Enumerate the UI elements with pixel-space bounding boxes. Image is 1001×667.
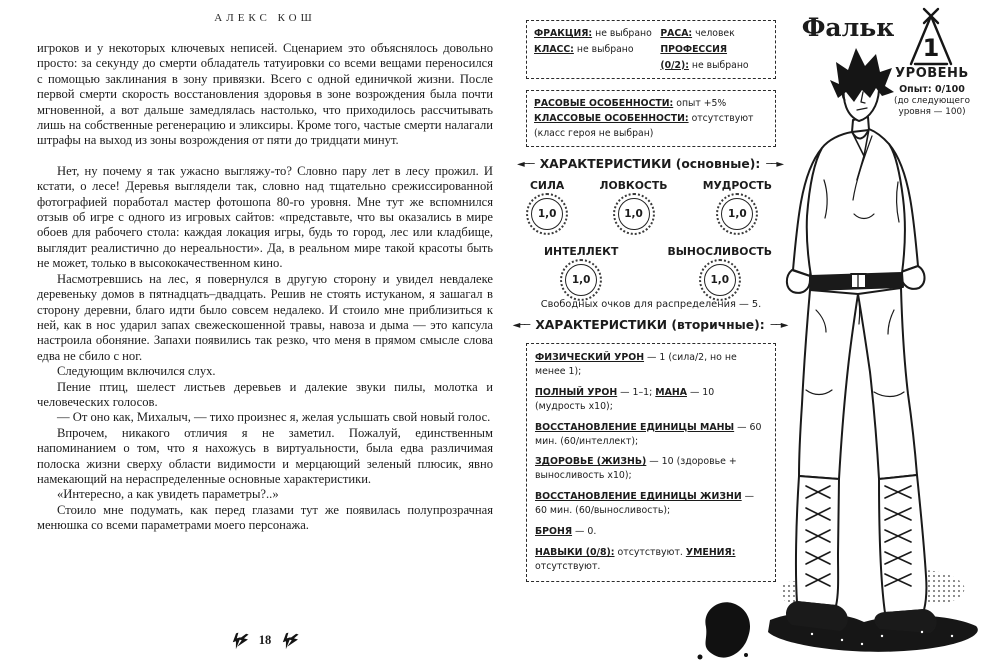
secondary-stat-label: УМЕНИЯ: [685,546,736,558]
class-features-row [534,111,768,141]
primary-stats-row-1 [530,179,772,230]
secondary-stat-health [535,455,767,483]
body-paragraph: «Интересно, а как увидеть параметры?..» [57,487,279,502]
secondary-stat-value: — 0. [572,526,597,538]
secondary-stat-value: — 60 мин. (60/интеллект); [535,421,762,447]
page-footer [37,632,493,649]
secondary-stats-box [526,343,776,582]
race-value: человек [695,28,735,39]
secondary-stat-label: БРОНЯ [535,526,573,538]
body-paragraph: Следующим включился слух. [57,364,216,379]
stat-value-circle: 1,0 [565,264,597,296]
secondary-stat-mana-regen [535,421,767,449]
stat-intellect [544,245,618,296]
stat-value-circle: 1,0 [618,198,650,230]
stat-value-circle: 1,0 [721,198,753,230]
tent-level-icon [906,6,956,66]
secondary-stats-title: ХАРАКТЕРИСТИКИ (вторичные): [535,318,765,332]
primary-stats-title: ХАРАКТЕРИСТИКИ (основные): [539,157,761,171]
experience-note-line: уровня — 100) [898,107,966,117]
secondary-stat-label: ВОССТАНОВЛЕНИЕ ЕДИНИЦЫ ЖИЗНИ [535,491,742,503]
stat-label: ИНТЕЛЛЕКТ [544,245,619,258]
stat-label: ВЫНОСЛИВОСТЬ [667,245,772,258]
secondary-stat-health-regen [535,490,767,518]
secondary-stat-full-damage [535,386,767,414]
secondary-stat-armor [535,525,767,539]
info-row [534,42,768,74]
class-label: КЛАСС: [534,43,574,55]
body-paragraph: Насмотревшись на лес, я повернулся в другую сторону и увидел невдалеке деревеньку домов в пятнадцать–двадцать. Решив не стоять истуканом, я зашагал в сторону деревни, благо идти было совсем недалеко. И стоило мне приблизиться к ней, как в нос ударил запах свежескошенной травы, навоза и дыма — это капсула настроила обоняние. Запахи появились так резко, что меня в прямом смысле слова едва не сбило с ног. [37,271,493,363]
race-label: РАСА: [660,28,693,39]
body-paragraph: Нет, ну почему я так ужасно выгляжу-то? Словно пару лет в лесу прожил. И кстати, о лесе! Деревья выглядели так, словно над тщательно срежиссированной фотографией поработал мастер фотошопа 80-го уровня. Мне тут же вспомнился отзыв об игре с одного из игровых сайтов: «представьте, что вы оказались в мире обоев для рабочего стола: каждая локация игры, будь то город, лес или кладбище, выглядит реалистично до нереальности». Да, в реальном мире такой красоты быть не может, только в высококачественном кино. [37,163,493,271]
body-paragraph: Впрочем, никакого отличия я не заметил. Пожалуй, единственным напоминанием о том, что я нахожусь в виртуальности, была едва различимая полоска жизни сверху области видимости и мерцающий зеленый плюсик, явно намекающий на нераспределенные основные характеристики. [37,425,493,486]
body-paragraph: Стоило мне подумать, как перед глазами тут же появилась полупрозрачная менюшка со всеми параметрами моего персонажа. [37,502,493,533]
profession-field [660,42,768,74]
stat-strength [530,179,564,230]
body-paragraph: игроков и у некоторых ключевых неписей. Сценарием это объяснялось довольно просто: за секунду до смерти обладатель татуировки со всеми вещами переносился с помощью заклинания в зону привязки. Всего с одной единичкой жизни. После первой смерти скорость восстановления здоровья в зоне возрождения была почти мгновенной, а вот дальше замедлялась настолько, что приходилось рассчитывать лишь на собственные регенерацию и эликсиры. Кроме того, частые смерти налагали штрафы на выход из зоны возрождения от пяти до тридцати минут. [37,41,493,148]
secondary-stat-value: — 10 (здоровье + выносливость х10); [535,456,737,482]
secondary-stat-physical-damage [535,351,767,379]
character-sheet-page [500,0,1001,667]
page-number: 18 [258,633,272,647]
secondary-stat-label: ПОЛНЫЙ УРОН [535,386,618,398]
stat-label: ЛОВКОСТЬ [599,179,668,192]
arrow-right-decoration: ──► [770,319,788,331]
secondary-stat-label: НАВЫКИ (0/8): [535,546,615,558]
primary-stats-row-2 [544,245,772,296]
body-paragraph: Пение птиц, шелест листьев деревьев и далекие звуки пилы, молотка и человеческих голосов. [37,379,493,409]
racial-features-value: опыт +5% [676,98,727,109]
racial-features-label: РАСОВЫЕ ОСОБЕННОСТИ: [534,98,674,109]
secondary-stat-label: ЗДОРОВЬЕ (ЖИЗНЬ) [535,456,647,468]
lightning-icon [280,632,300,649]
secondary-stat-label: МАНА [655,386,687,398]
racial-features-row [534,96,768,111]
secondary-stat-value: — 10 (мудрость х10); [535,386,715,412]
character-illustration [752,24,1001,664]
profession-label: ПРОФЕССИЯ (0/2): [660,43,728,71]
class-field [534,42,660,74]
features-box [526,90,776,147]
level-number: 1 [922,34,940,62]
secondary-stat-label: ФИЗИЧЕСКИЙ УРОН [535,352,645,363]
arrow-left-decoration: ◄── [516,158,534,170]
body-paragraph: — От оно как, Михалыч, — тихо произнес я, желая услышать свой новый голос. [57,410,491,425]
stat-endurance [668,245,772,296]
author-header: АЛЕКС КОШ [214,12,316,24]
class-features-label: КЛАССОВЫЕ ОСОБЕННОСТИ: [534,113,689,125]
experience-note [876,96,988,118]
ink-shadow-blob [692,597,754,665]
stat-value-circle: 1,0 [531,198,563,230]
secondary-stat-value: отсутствуют. [614,546,686,558]
secondary-stat-value: — 1–1; [617,386,656,398]
secondary-stats-header [508,318,792,332]
body-text-column [37,41,493,534]
secondary-stat-label: ВОССТАНОВЛЕНИЕ ЕДИНИЦЫ МАНЫ [535,421,735,433]
secondary-stat-value: — 1 (сила/2, но не менее 1); [535,352,737,377]
info-row [534,26,768,42]
stat-label: СИЛА [530,179,565,192]
class-value: не выбрано [576,43,634,55]
fraction-label: ФРАКЦИЯ: [534,28,593,39]
character-name: Фальк [801,13,895,42]
profession-value: не выбрано [691,59,749,71]
arrow-right-decoration: ──► [766,158,784,170]
experience-value: Опыт: 0/100 [899,84,965,95]
level-label: УРОВЕНЬ [895,66,969,81]
race-field [660,26,768,42]
experience-note-line: (до следующего [894,96,970,106]
stat-value-circle: 1,0 [704,264,736,296]
secondary-stat-value: — 60 мин. (60/выносливость); [535,491,755,517]
secondary-stat-value: отсутствуют. [535,560,601,572]
stat-wisdom [703,179,772,230]
fraction-value: не выбрано [595,28,652,39]
primary-stats-header [508,157,792,171]
info-box [526,20,776,79]
class-features-value: отсутствуют (класс героя не выбран) [534,113,754,140]
stat-agility [600,179,668,230]
free-points-note: Свободных очков для распределения — 5. [540,299,762,310]
lightning-icon [230,632,250,649]
page-left [0,0,500,667]
stat-label: МУДРОСТЬ [702,179,772,192]
fraction-field [534,26,660,42]
secondary-stat-skills [535,546,767,574]
arrow-left-decoration: ◄── [512,319,530,331]
